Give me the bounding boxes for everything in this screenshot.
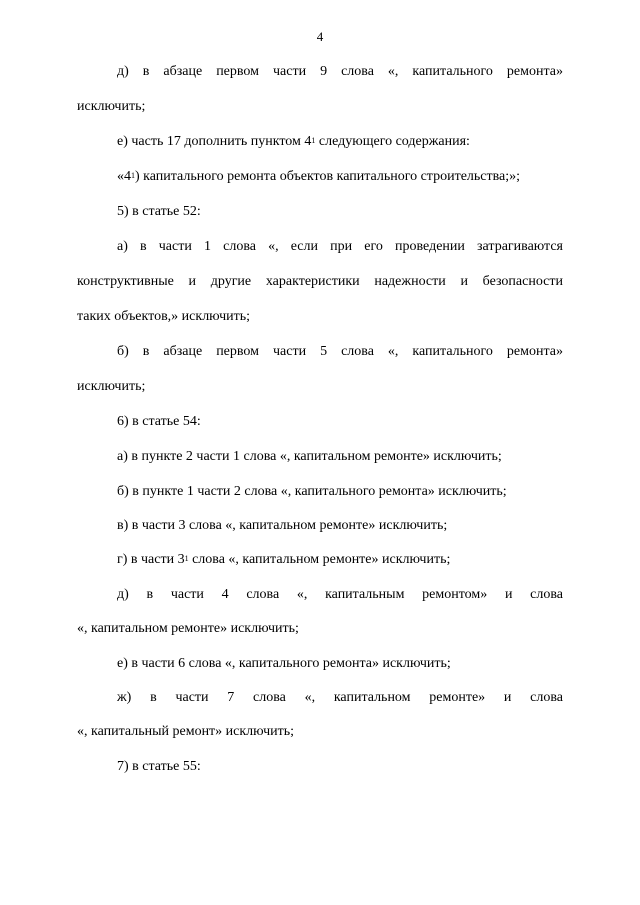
article-54-g	[117, 551, 450, 569]
article-55-heading: 7) в статье 55:	[117, 759, 201, 774]
item-e-text-after: следующего содержания:	[315, 134, 470, 149]
quoted-point-text-before: «4	[117, 169, 131, 184]
article-54-zh-line-2: «, капитальный ремонт» исключить;	[77, 724, 295, 739]
article-54-g-text-before: г) в части 3	[117, 552, 185, 567]
article-54-zh-line-1: ж) в части 7 слова «, капитальном ремонте» и слова	[117, 690, 563, 705]
article-54-e: е) в части 6 слова «, капитального ремонта» исключить;	[117, 656, 451, 671]
article-54-g-superscript: 1	[184, 554, 189, 563]
article-54-d-line-2: «, капитальном ремонте» исключить;	[77, 621, 299, 636]
page-number: 4	[316, 29, 324, 44]
item-e-text-before: е) часть 17 дополнить пунктом 4	[117, 134, 312, 149]
item-e-superscript: 1	[311, 136, 316, 145]
article-52-b-line-1: б) в абзаце первом части 5 слова «, капитального ремонта»	[117, 344, 563, 359]
quoted-point-text-after: ) капитального ремонта объектов капитального строительства;»;	[135, 169, 521, 184]
article-54-heading: 6) в статье 54:	[117, 414, 201, 429]
article-52-heading: 5) в статье 52:	[117, 204, 201, 219]
article-52-a-line-2: конструктивные и другие характеристики надежности и безопасности	[77, 274, 563, 289]
quoted-point-4-1	[117, 168, 520, 186]
quoted-point-superscript: 1	[131, 171, 135, 180]
item-d-line-1: д) в абзаце первом части 9 слова «, капитального ремонта»	[117, 64, 563, 79]
article-54-a: а) в пункте 2 части 1 слова «, капитальном ремонте» исключить;	[117, 449, 502, 464]
article-52-b-line-2: исключить;	[77, 379, 146, 394]
article-52-a-line-3: таких объектов,» исключить;	[77, 309, 251, 324]
article-54-b: б) в пункте 1 части 2 слова «, капитального ремонта» исключить;	[117, 484, 507, 499]
item-d-line-2: исключить;	[77, 99, 146, 114]
article-52-a-line-1: а) в части 1 слова «, если при его проведении затрагиваются	[117, 239, 563, 254]
article-54-d-line-1: д) в части 4 слова «, капитальным ремонтом» и слова	[117, 587, 563, 602]
item-e-part17	[117, 133, 470, 151]
article-54-v: в) в части 3 слова «, капитальном ремонте» исключить;	[117, 518, 448, 533]
article-54-g-text-after: слова «, капитальном ремонте» исключить;	[188, 552, 451, 567]
